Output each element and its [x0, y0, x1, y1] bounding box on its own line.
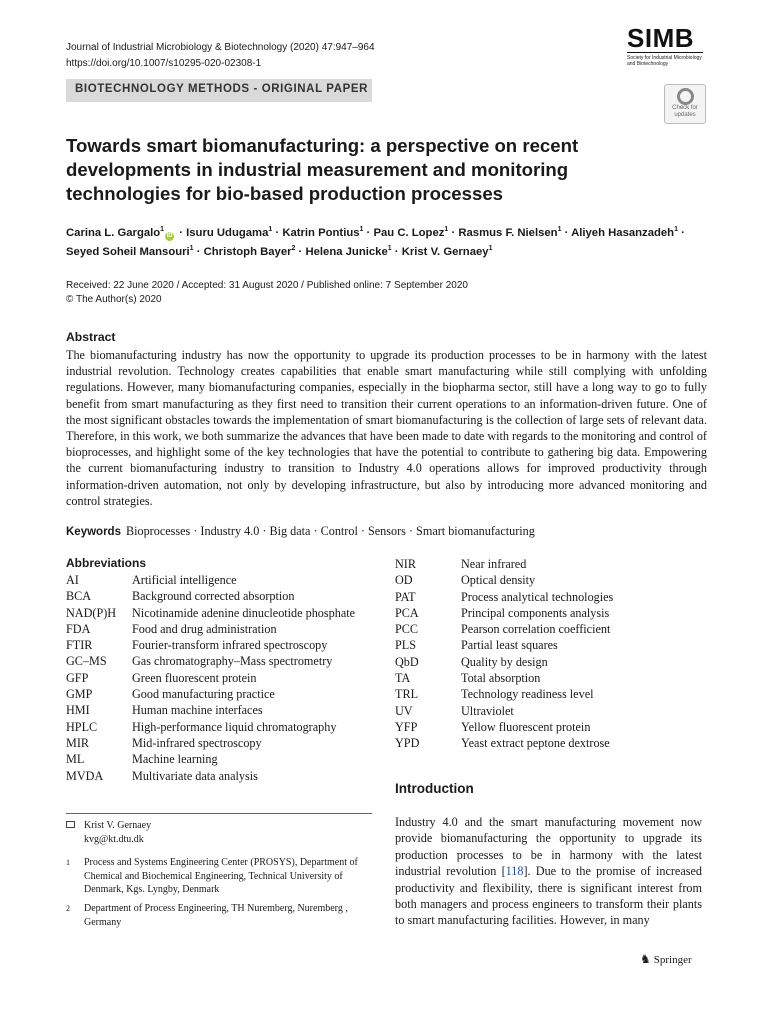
springer-horse-icon: ♞ [640, 952, 651, 966]
author [186, 227, 272, 239]
abbreviation-definition: Pearson correlation coefficient [461, 622, 611, 637]
abbreviation-definition: High-performance liquid chromatography [132, 719, 337, 734]
author-name: Aliyeh Hasanzadeh [571, 227, 675, 239]
abbreviation-term: AI [66, 573, 79, 587]
author [458, 227, 561, 239]
intro-text-start: Industry 4.0 and the smart manufacturing movement now provide biomanufacturing the opportunity to upgrade its production processes to be in harmony with the latest industrial revolution [ [395, 815, 702, 879]
abbreviation-definition: Gas chromatography–Mass spectrometry [132, 654, 333, 669]
author-separator: · [363, 227, 374, 239]
author [66, 246, 194, 258]
author-affiliation-mark: 1 [160, 226, 165, 233]
author-affiliation-mark: 1 [268, 226, 273, 233]
introduction-heading: Introduction [395, 781, 474, 796]
abbreviation-term: FDA [66, 621, 91, 636]
abbreviation-definition: Total absorption [461, 671, 541, 686]
check-for-updates-badge[interactable] [664, 84, 706, 124]
abbreviation-row [395, 572, 715, 588]
author-affiliation-mark: 2 [291, 245, 296, 252]
abbreviation-term: TRL [395, 687, 419, 702]
abbreviation-row [66, 605, 386, 621]
author-affiliation-mark: 1 [444, 226, 449, 233]
abbreviation-definition: Yellow fluorescent protein [461, 719, 591, 734]
abbreviation-definition: Ultraviolet [461, 703, 514, 718]
abbreviation-term: GFP [66, 670, 89, 685]
author-separator: · [176, 227, 187, 239]
abbreviation-term: GC–MS [66, 654, 107, 669]
envelope-icon [66, 821, 75, 828]
author-name: Rasmus F. Nielsen [458, 227, 558, 239]
author-separator: · [677, 227, 685, 239]
abbreviation-row [66, 686, 386, 702]
author-list [66, 224, 706, 262]
abstract-heading: Abstract [66, 330, 116, 344]
abbreviation-row [395, 556, 715, 572]
affiliation-2-mark: 2 [66, 904, 70, 913]
footnote-divider [66, 813, 372, 814]
abbreviation-term: ML [66, 752, 85, 767]
author-name: Pau C. Lopez [373, 227, 445, 239]
abbreviation-definition: Technology readiness level [461, 687, 594, 702]
journal-header [66, 40, 375, 72]
abbreviation-row [395, 735, 715, 751]
abbreviation-term: OD [395, 573, 413, 588]
abbreviation-row [66, 670, 386, 686]
check-updates-label: Check for updates [672, 105, 698, 118]
paper-title: Towards smart biomanufacturing: a perspective on recent developments in industrial measurement and monitoring technologies for bio-based production processes [66, 135, 579, 204]
abbreviation-row [395, 621, 715, 637]
abbreviation-row [395, 719, 715, 735]
affiliation-2-text: Department of Process Engineering, TH Nuremberg, Nuremberg , Germany [84, 903, 348, 928]
author-name: Krist V. Gernaey [401, 246, 489, 258]
author-affiliation-mark: 1 [359, 226, 364, 233]
author-separator: · [448, 227, 459, 239]
abbreviation-term: PLS [395, 638, 417, 653]
abbreviation-term: NIR [395, 557, 416, 571]
author-name: Katrin Pontius [282, 227, 360, 239]
affiliation-1-mark: 1 [66, 858, 70, 867]
abbreviation-row [66, 719, 386, 735]
abbreviations-heading: Abbreviations [66, 556, 147, 570]
publication-dates [66, 279, 468, 307]
doi-link[interactable]: https://doi.org/10.1007/s10295-020-02308-1 [66, 58, 262, 69]
contact-email[interactable]: kvg@kt.dtu.dk [84, 833, 144, 845]
contact-name: Krist V. Gernaey [84, 820, 152, 831]
copyright-line: © The Author(s) 2020 [66, 294, 162, 305]
abbreviation-definition: Near infrared [461, 557, 527, 571]
abbreviation-row [66, 621, 386, 637]
abbreviation-definition: Fourier-transform infrared spectroscopy [132, 638, 328, 653]
abbreviation-definition: Green fluorescent protein [132, 670, 257, 685]
author-name: Seyed Soheil Mansouri [66, 246, 190, 258]
author [204, 246, 296, 258]
author [373, 227, 448, 239]
publisher-name: Springer [653, 954, 692, 966]
abbreviation-term: MIR [66, 735, 90, 750]
abbreviation-term: PCC [395, 622, 419, 637]
author [571, 227, 678, 239]
author-name: Christoph Bayer [203, 246, 292, 258]
abbreviation-definition: Machine learning [132, 752, 218, 767]
abbreviation-row [66, 702, 386, 718]
simb-logo [627, 24, 707, 84]
author-name: Helena Junicke [305, 246, 388, 258]
abbreviation-row [66, 588, 386, 604]
abbreviation-row [395, 637, 715, 653]
abbreviation-term: PAT [395, 589, 416, 604]
author-affiliation-mark: 1 [557, 226, 562, 233]
abbreviation-row [66, 637, 386, 653]
author-separator: · [561, 227, 572, 239]
author-separator: · [272, 227, 283, 239]
keywords-text: Bioprocesses · Industry 4.0 · Big data · Control · Sensors · Smart biomanufacturing [125, 524, 535, 538]
abbreviation-definition: Nicotinamide adenine dinucleotide phosphate [132, 605, 356, 620]
abbreviation-definition: Quality by design [461, 654, 548, 669]
abbreviation-term: HPLC [66, 719, 98, 734]
abbreviation-term: HMI [66, 703, 90, 718]
affiliation-1-text: Process and Systems Engineering Center (PROSYS), Department of Chemical and Biochemical Engineering, Technical University of Denmark, Kgs. Lyngby, Denmark [84, 857, 358, 895]
abbreviation-row [66, 751, 386, 767]
citation-link[interactable]: 118 [505, 864, 524, 879]
abbreviation-term: PCA [395, 605, 419, 620]
abbreviations-left-column [66, 572, 386, 784]
author [282, 227, 363, 239]
author-separator: · [295, 246, 306, 258]
author-separator: · [193, 246, 204, 258]
check-updates-icon [677, 88, 694, 105]
abbreviation-row [395, 686, 715, 702]
introduction-text [395, 814, 702, 929]
abbreviation-row [66, 572, 386, 588]
abbreviation-term: NAD(P)H [66, 605, 117, 620]
abbreviation-row [395, 589, 715, 605]
dates-line: Received: 22 June 2020 / Accepted: 31 August 2020 / Published online: 7 September 2020 [66, 280, 468, 291]
simb-logo-text: SIMB [627, 23, 694, 53]
abbreviation-definition: Human machine interfaces [132, 703, 263, 718]
abbreviation-definition: Principal components analysis [461, 605, 610, 620]
author [305, 246, 391, 258]
author-separator: · [391, 246, 402, 258]
author-affiliation-mark: 1 [387, 245, 392, 252]
abbreviation-row [66, 653, 386, 669]
abbreviation-term: YPD [395, 736, 420, 751]
keywords-label: Keywords [66, 526, 121, 538]
abbreviation-row [66, 735, 386, 751]
abbreviation-term: BCA [66, 589, 92, 604]
abbreviation-row [395, 654, 715, 670]
author [66, 227, 176, 239]
author-affiliation-mark: 1 [488, 245, 493, 252]
abbreviation-term: QbD [395, 654, 419, 669]
paper-type-bar [66, 79, 372, 102]
author-name: Isuru Udugama [186, 227, 269, 239]
abbreviations-right-column [395, 556, 715, 752]
abbreviation-row [66, 768, 386, 784]
keywords [66, 523, 535, 540]
abbreviation-term: YFP [395, 719, 418, 734]
simb-logo-subtext: Society for Industrial Microbiology and Biotechnology [627, 55, 702, 67]
author-affiliation-mark: 1 [189, 245, 194, 252]
abbreviation-definition: Good manufacturing practice [132, 687, 275, 702]
orcid-icon[interactable]: iD [166, 233, 173, 239]
abbreviation-definition: Background corrected absorption [132, 589, 295, 604]
abbreviation-definition: Artificial intelligence [132, 573, 237, 587]
abstract-text: The biomanufacturing industry has now the opportunity to upgrade its production processes to be in harmony with the latest industrial revolution. Technology creates capabilities that enable smart manufacturing while still complying with unfolding regulations. However, many biomanufacturing companies, especially in the biopharma sector, still have a long way to go to fully benefit from smart manufacturing as they first need to transition their current operations to an information-driven future. One of the most significant obstacles towards the implementation of smart biomanufacturing is the collection of large sets of relevant data. Therefore, in this work, we both summarize the advances that have been made to date with regards to the monitoring and control of bioprocesses, and highlight some of the key technologies that have the potential to contribute to gathering big data. Empowering the current biomanufacturing industry to transition to Industry 4.0 operations allows for improved productivity through information-driven automation, not only by developing infrastructure, but also by introducing more advanced monitoring and control strategies. [66, 348, 707, 508]
intro-text-end: ]. Due to the promise of increased productivity and flexibility, there is significant interest from both managers and process engineers to transform their plants to smart manufacturing facilities. However, in many [395, 864, 702, 928]
publisher-mark [640, 952, 692, 967]
abbreviation-row [395, 670, 715, 686]
abbreviation-definition: Partial least squares [461, 638, 558, 653]
abbreviation-definition: Optical density [461, 573, 536, 588]
journal-citation: Journal of Industrial Microbiology & Biotechnology (2020) 47:947–964 [66, 42, 375, 53]
abbreviation-term: MVDA [66, 768, 104, 783]
author-affiliation-mark: 1 [674, 226, 678, 233]
author [402, 246, 493, 258]
abbreviation-term: UV [395, 703, 413, 718]
abbreviation-row [395, 703, 715, 719]
abbreviation-term: TA [395, 671, 411, 686]
abbreviation-definition: Food and drug administration [132, 621, 277, 636]
abbreviation-term: GMP [66, 687, 93, 702]
abbreviation-definition: Multivariate data analysis [132, 768, 258, 783]
paper-type-label: BIOTECHNOLOGY METHODS - ORIGINAL PAPER [75, 83, 369, 95]
abbreviation-term: FTIR [66, 638, 93, 653]
abbreviation-row [395, 605, 715, 621]
abbreviation-definition: Process analytical technologies [461, 589, 614, 604]
abbreviation-definition: Mid-infrared spectroscopy [132, 735, 262, 750]
abbreviation-definition: Yeast extract peptone dextrose [461, 736, 610, 751]
author-name: Carina L. Gargalo [66, 227, 161, 239]
